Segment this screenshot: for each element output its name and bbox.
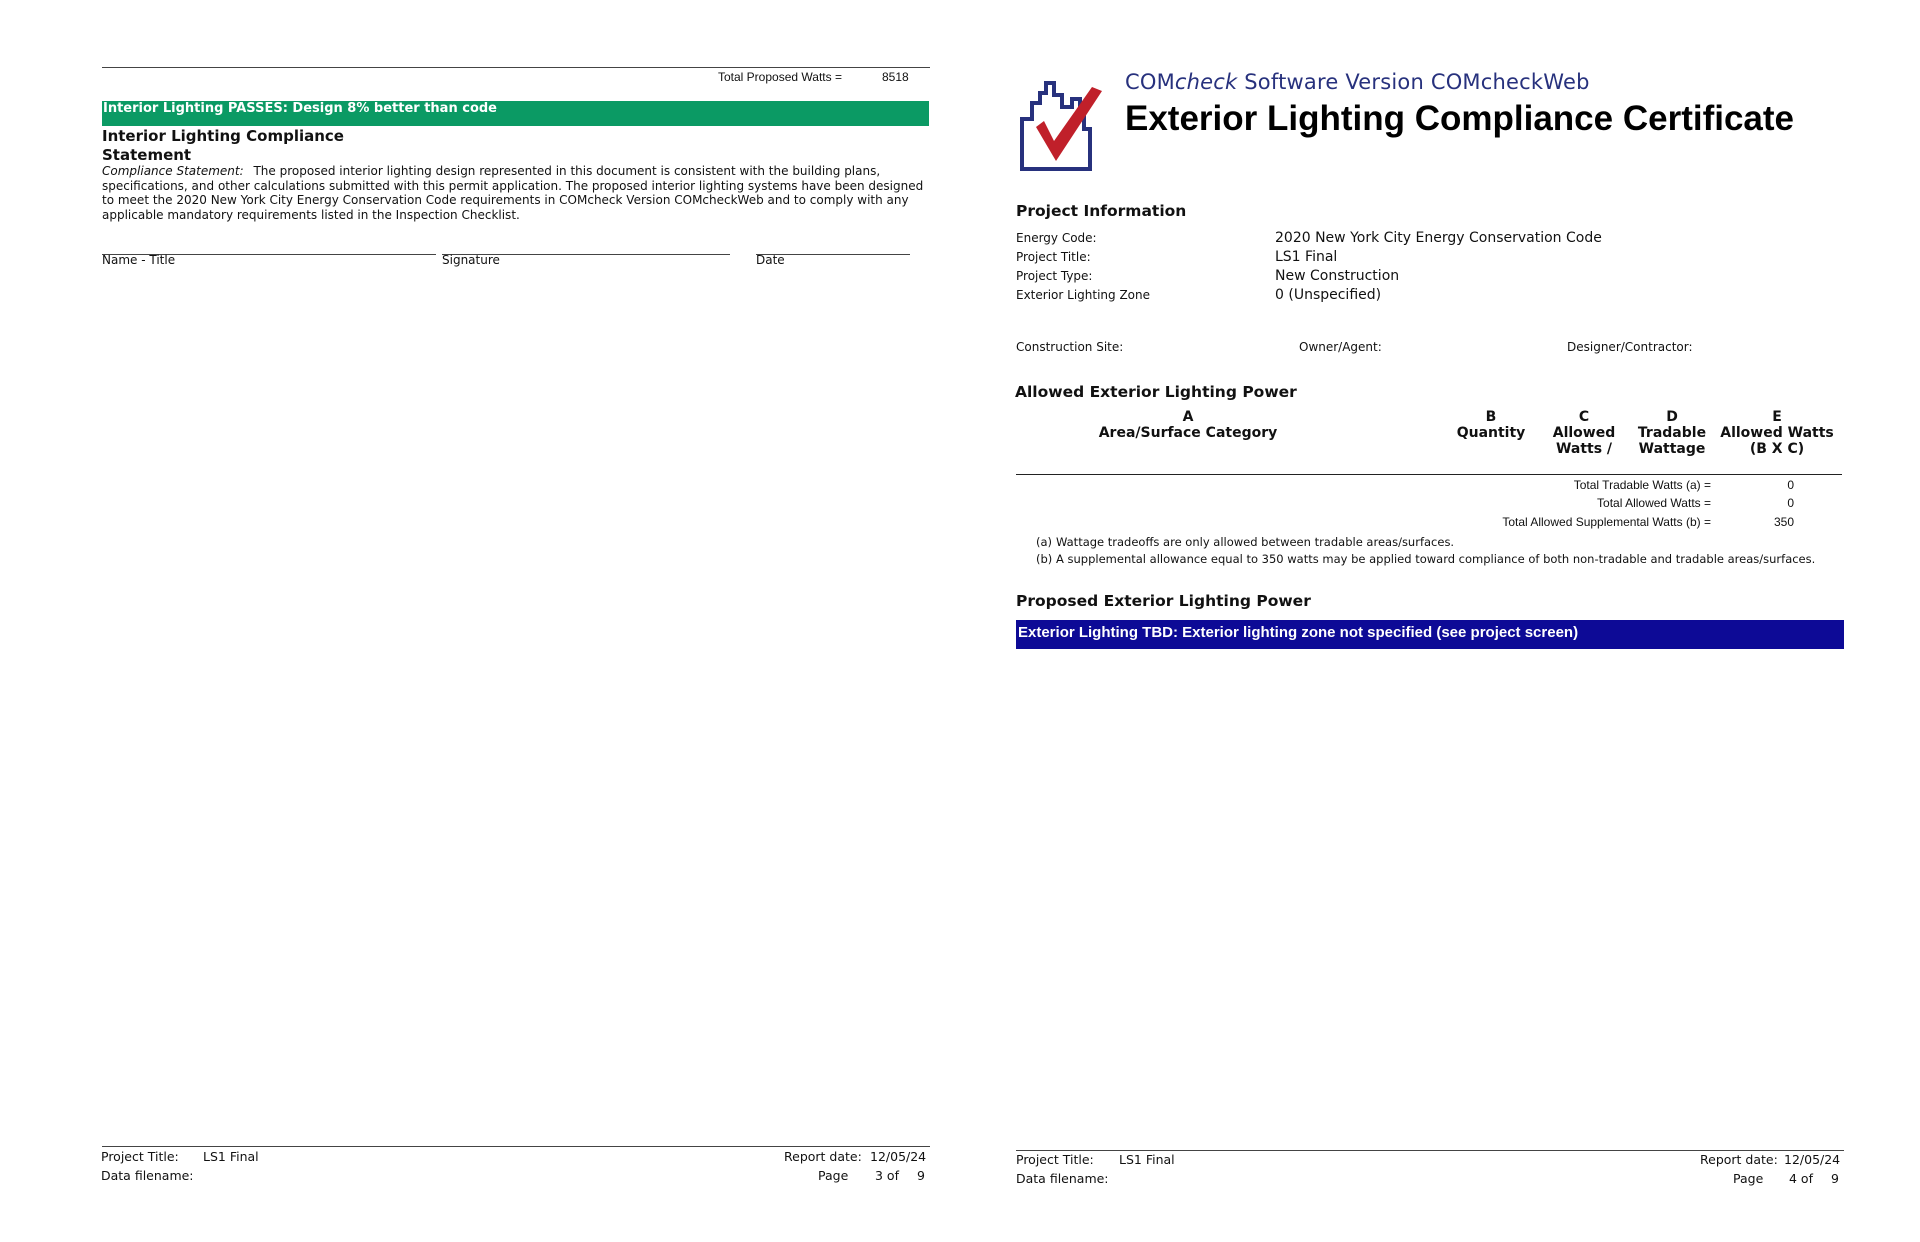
statement-text: The proposed interior lighting design represented in this document is consistent with the building plans, specifications, and other calculations submitted with this permit application. The proposed interior lighting systems have been designed to meet the 2020 New York City Energy Conservation Code requirements in COMcheck Version COMcheckWeb and to comply with any applicable mandatory requirements listed in the Inspection Checklist. bbox=[102, 164, 924, 222]
info-label-project-type: Project Type: bbox=[1016, 269, 1093, 283]
compliance-title-line2: Statement bbox=[102, 146, 192, 164]
footer-right-project-title-label: Project Title: bbox=[1016, 1152, 1094, 1167]
tbd-banner-text: Exterior Lighting TBD: Exterior lighting zone not specified (see project screen) bbox=[1018, 624, 1579, 641]
footer-report-date-label: Report date: bbox=[784, 1149, 862, 1164]
info-label-lighting-zone: Exterior Lighting Zone bbox=[1016, 288, 1150, 302]
footer-data-filename-label: Data filename: bbox=[101, 1168, 194, 1183]
column-b-label: Quantity bbox=[1456, 425, 1526, 441]
column-a-label: Area/Surface Category bbox=[1098, 425, 1278, 441]
total-allowed-value: 0 bbox=[1787, 496, 1794, 510]
column-header-a bbox=[1088, 409, 1288, 441]
brand-italic: check bbox=[1174, 70, 1238, 94]
info-value-lighting-zone: 0 (Unspecified) bbox=[1275, 287, 1382, 303]
column-c-label-2: Watts / bbox=[1555, 441, 1613, 457]
note-b-text: A supplemental allowance equal to 350 watts may be applied toward compliance of both non-tradable and tradable areas/surfaces. bbox=[1056, 552, 1816, 566]
owner-agent-label: Owner/Agent: bbox=[1299, 340, 1382, 354]
info-value-project-type: New Construction bbox=[1275, 268, 1400, 284]
brand-suffix: Software Version COMcheckWeb bbox=[1237, 70, 1590, 94]
total-proposed-value: 8518 bbox=[882, 70, 909, 84]
note-b-mark: (b) bbox=[1036, 552, 1053, 566]
column-e-letter: E bbox=[1772, 409, 1782, 425]
column-d-label-2: Wattage bbox=[1638, 441, 1706, 457]
designer-contractor-label: Designer/Contractor: bbox=[1567, 340, 1693, 354]
total-tradable-label: Total Tradable Watts (a) = bbox=[1573, 478, 1711, 492]
total-allowed-label: Total Allowed Watts = bbox=[1597, 496, 1711, 510]
footer-project-title-label: Project Title: bbox=[101, 1149, 179, 1164]
brand-prefix: COM bbox=[1125, 70, 1175, 94]
construction-site-label: Construction Site: bbox=[1016, 340, 1124, 354]
proposed-heading: Proposed Exterior Lighting Power bbox=[1016, 592, 1311, 610]
footer-right-page-num: 4 of bbox=[1789, 1171, 1813, 1186]
column-header-d bbox=[1630, 409, 1714, 457]
column-d-label-1: Tradable bbox=[1637, 425, 1707, 441]
pass-banner-text: Interior Lighting PASSES: Design 8% better than code bbox=[103, 101, 497, 116]
brand-line bbox=[1125, 70, 1590, 94]
certificate-title: Exterior Lighting Compliance Certificate bbox=[1125, 99, 1794, 138]
allowed-heading: Allowed Exterior Lighting Power bbox=[1015, 383, 1297, 401]
column-header-b bbox=[1448, 409, 1534, 441]
table-header-rule bbox=[1016, 474, 1842, 475]
signature-label: Signature bbox=[442, 253, 500, 267]
project-information-heading: Project Information bbox=[1016, 202, 1187, 220]
footer-right-data-filename-label: Data filename: bbox=[1016, 1171, 1109, 1186]
footer-page-total: 9 bbox=[917, 1168, 925, 1183]
pass-banner bbox=[102, 101, 929, 126]
footer-right-page-label: Page bbox=[1733, 1171, 1764, 1186]
column-e-label-1: Allowed Watts bbox=[1720, 425, 1834, 441]
footer-page-label: Page bbox=[818, 1168, 849, 1183]
column-d-letter: D bbox=[1666, 409, 1678, 425]
footer-right-report-date-value: 12/05/24 bbox=[1784, 1152, 1841, 1167]
total-supplemental-value: 350 bbox=[1773, 515, 1794, 529]
column-header-c bbox=[1544, 409, 1624, 457]
footer-right-project-title-value: LS1 Final bbox=[1119, 1152, 1175, 1167]
tbd-banner bbox=[1016, 620, 1844, 649]
total-supplemental-label: Total Allowed Supplemental Watts (b) = bbox=[1502, 515, 1711, 529]
column-e-label-2: (B X C) bbox=[1749, 441, 1805, 457]
column-header-e bbox=[1716, 409, 1838, 457]
total-proposed-label: Total Proposed Watts = bbox=[718, 70, 842, 84]
note-a-mark: (a) bbox=[1036, 535, 1053, 549]
info-value-energy-code: 2020 New York City Energy Conservation Code bbox=[1275, 230, 1602, 246]
comcheck-logo-icon bbox=[1018, 73, 1114, 173]
column-b-letter: B bbox=[1485, 409, 1497, 425]
info-label-energy-code: Energy Code: bbox=[1016, 231, 1097, 245]
footer-right-page-total: 9 bbox=[1831, 1171, 1839, 1186]
info-value-project-title: LS1 Final bbox=[1275, 249, 1338, 265]
total-tradable-value: 0 bbox=[1787, 478, 1794, 492]
compliance-statement bbox=[102, 164, 927, 222]
info-label-project-title: Project Title: bbox=[1016, 250, 1091, 264]
footer-right-report-date-label: Report date: bbox=[1700, 1152, 1778, 1167]
footer-report-date-value: 12/05/24 bbox=[870, 1149, 927, 1164]
footer-rule bbox=[102, 1146, 930, 1147]
statement-label: Compliance Statement: bbox=[102, 164, 244, 178]
footer-page-num: 3 of bbox=[875, 1168, 899, 1183]
name-title-label: Name - Title bbox=[102, 253, 176, 267]
column-a-letter: A bbox=[1182, 409, 1194, 425]
note-a-text: Wattage tradeoffs are only allowed between tradable areas/surfaces. bbox=[1056, 535, 1455, 549]
column-c-label-1: Allowed bbox=[1552, 425, 1616, 441]
footer-project-title-value: LS1 Final bbox=[203, 1149, 259, 1164]
compliance-title-line1: Interior Lighting Compliance bbox=[102, 127, 344, 145]
top-rule bbox=[102, 67, 930, 68]
column-c-letter: C bbox=[1578, 409, 1590, 425]
date-label: Date bbox=[756, 253, 785, 267]
